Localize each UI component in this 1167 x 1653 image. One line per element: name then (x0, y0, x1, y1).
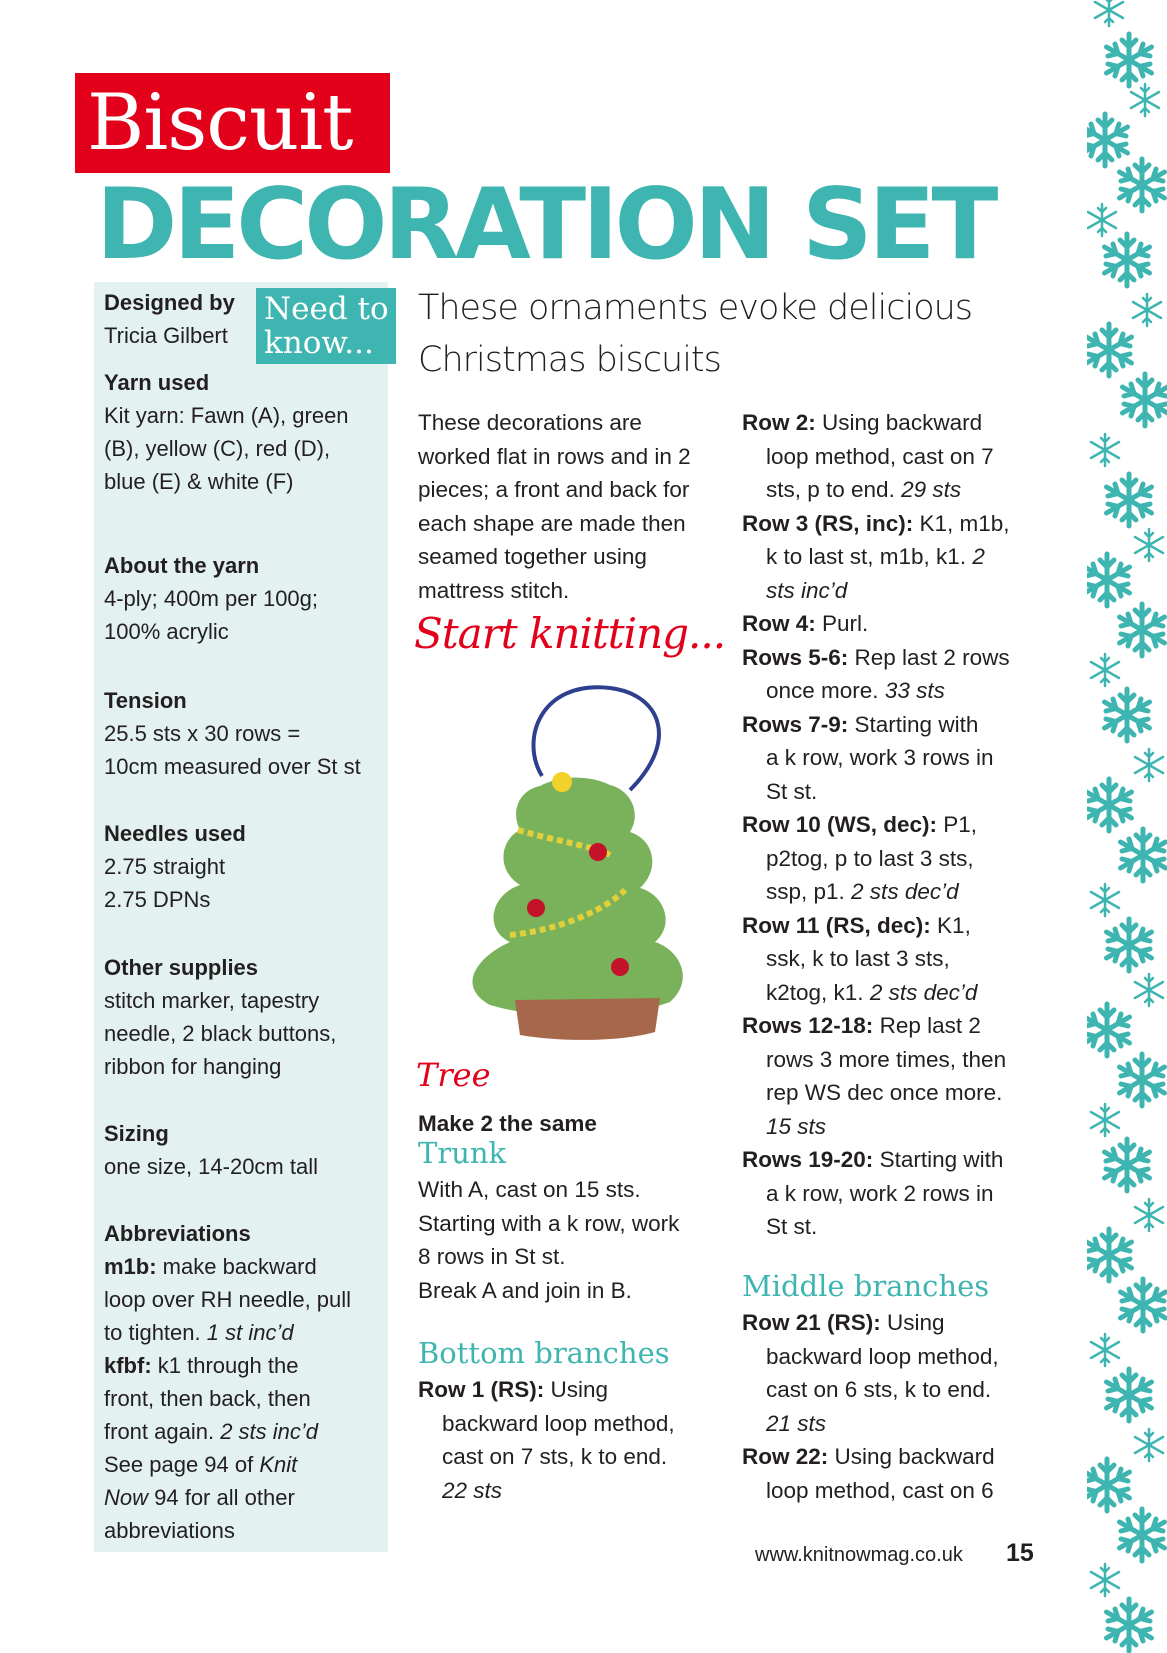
row-label: Row 11 (RS, dec): (742, 912, 931, 938)
snowflake-icon (1107, 474, 1152, 526)
about-yarn-section (104, 549, 394, 648)
intro-line: These ornaments evoke delicious (418, 288, 973, 328)
row-text: rows 3 more times, then (766, 1046, 1007, 1072)
instruction-row (742, 406, 1042, 440)
abbrev-see-line (104, 1448, 394, 1481)
snowflake-icon (1121, 829, 1166, 881)
title-biscuit: Biscuit (75, 73, 390, 173)
trunk-heading: Trunk (418, 1136, 507, 1170)
abbrev-mag: Knit (259, 1452, 298, 1477)
other-supplies-section (104, 951, 394, 1083)
instruction-row (742, 641, 1042, 675)
description-line: worked flat in rows and in 2 (418, 443, 691, 469)
row-text: p2tog, p to last 3 sts, (766, 845, 974, 871)
instruction-row (742, 909, 1042, 943)
yarn-used-line: Kit yarn: Fawn (A), green (104, 403, 349, 428)
tension-line: 10cm measured over St st (104, 754, 361, 779)
snowflake-icon (1123, 374, 1167, 426)
row-note: 22 sts (442, 1477, 503, 1503)
snowflake-icon (1091, 1334, 1119, 1366)
needles-section (104, 817, 394, 916)
footer-url[interactable]: www.knitnowmag.co.uk (755, 1544, 963, 1566)
row-text: cast on 6 sts, k to end. (766, 1377, 992, 1402)
bottom-branches-heading: Bottom branches (418, 1336, 670, 1370)
designer-name: Tricia Gilbert (104, 323, 228, 348)
row-text: K1, m1b, (913, 510, 1010, 536)
row-text: k2tog, k1. (766, 979, 870, 1005)
abbrev-text: make backward (156, 1254, 317, 1279)
instructions-col3-bottom (742, 1306, 1042, 1507)
bottom-branches-instructions (418, 1373, 718, 1507)
row-text: k to last st, m1b, k1. (766, 544, 973, 569)
snowflake-icon (1120, 1509, 1165, 1561)
row-label: Row 4: (742, 611, 816, 636)
snowflake-icon (1087, 324, 1132, 376)
row-text: loop method, cast on 7 (766, 443, 994, 469)
abbrev-text: 94 for all other (148, 1485, 295, 1510)
row-text: a k row, work 2 rows in (766, 1180, 994, 1206)
snowflake-icon (1133, 294, 1161, 326)
snowflake-icon (1091, 1104, 1119, 1136)
snowflake-icon (1091, 434, 1119, 466)
snowflake-border (1087, 0, 1167, 1653)
knitted-tree-photo (460, 680, 700, 1040)
needles-line: 2.75 straight (104, 854, 226, 879)
row-text: Rep last 2 (873, 1013, 981, 1038)
snowflake-icon (1105, 234, 1150, 286)
snowflake-icon (1135, 529, 1163, 561)
row-label: Row 21 (RS): (742, 1310, 881, 1335)
other-supplies-line: ribbon for hanging (104, 1054, 282, 1079)
row-label: Rows 5-6: (742, 644, 849, 670)
middle-branches-heading: Middle branches (742, 1269, 990, 1303)
trunk-line: Break A and join in B. (418, 1277, 632, 1303)
intro-line: Christmas biscuits (418, 340, 721, 380)
snowflake-icon (1091, 884, 1119, 916)
row-label: Row 22: (742, 1444, 829, 1469)
other-supplies-line: stitch marker, tapestry (104, 988, 320, 1013)
abbrev-text: to tighten. (104, 1320, 207, 1345)
needles-heading: Needles used (104, 821, 246, 846)
need-to-know-badge (256, 288, 396, 364)
snowflake-icon (1087, 554, 1130, 606)
row-text: Starting with (848, 711, 979, 737)
abbrev-text: front again. (104, 1419, 221, 1444)
row-text: K1, (930, 912, 971, 938)
description (418, 406, 718, 607)
page-number: 15 (1006, 1539, 1034, 1567)
snowflake-icon (1107, 919, 1152, 971)
description-line: mattress stitch. (418, 577, 570, 603)
other-supplies-line: needle, 2 black buttons, (104, 1021, 337, 1046)
snowflake-icon (1087, 779, 1132, 831)
row-text: Using (880, 1310, 945, 1335)
row-text: loop method, cast on 6 (766, 1477, 994, 1503)
row-text: cast on 7 sts, k to end. (442, 1444, 668, 1469)
row-text: Using backward (815, 410, 983, 435)
tree-heading: Tree (416, 1056, 491, 1094)
abbrev-line: abbreviations (104, 1518, 235, 1543)
abbrev-text: See page 94 of (104, 1452, 260, 1477)
abbrev-text: k1 through the (151, 1353, 299, 1378)
row-note: 2 sts dec’d (869, 979, 978, 1005)
tension-section (104, 684, 394, 783)
row-text: a k row, work 3 rows in (766, 745, 994, 770)
make-same-note: Make 2 the same (418, 1111, 597, 1136)
sizing-section (104, 1117, 394, 1183)
snowflake-icon (1091, 1564, 1119, 1596)
instruction-row (742, 1440, 1042, 1474)
row-text: Using backward (828, 1444, 995, 1469)
instructions-col3-top (742, 406, 1042, 1244)
about-yarn-heading: About the yarn (104, 553, 260, 578)
abbrev-note: 2 sts inc’d (220, 1419, 319, 1444)
row-text: P1, (937, 812, 978, 837)
snowflake-icon (1091, 654, 1119, 686)
description-line: These decorations are (418, 410, 642, 435)
row-note: 29 sts (901, 477, 962, 502)
row-label: Row 10 (WS, dec): (742, 812, 938, 837)
sizing-line: one size, 14-20cm tall (104, 1154, 318, 1179)
description-line: seamed together using (418, 544, 647, 569)
abbrev-line: front, then back, then (104, 1386, 311, 1411)
row-label: Row 3 (RS, inc): (742, 510, 914, 536)
yarn-used-line: blue (E) & white (F) (104, 469, 294, 494)
instruction-row (742, 708, 1042, 742)
instruction-row (742, 1143, 1042, 1177)
abbreviations-section (104, 1217, 394, 1547)
row-label: Row 1 (RS): (418, 1377, 545, 1402)
abbrev-kfbf-line (104, 1349, 394, 1382)
abbrev-term: m1b: (104, 1254, 157, 1279)
abbrev-mag: Now (104, 1485, 149, 1510)
row-text: once more. (766, 678, 885, 703)
snowflake-icon (1135, 1199, 1163, 1231)
start-knitting-heading: Start knitting... (414, 609, 726, 658)
description-line: pieces; a front and back for (418, 477, 690, 502)
snowflake-icon (1135, 974, 1163, 1006)
abbrev-see-line (104, 1481, 394, 1514)
row-text: St st. (766, 1214, 818, 1239)
snowflake-icon (1105, 1139, 1150, 1191)
abbrev-line: loop over RH needle, pull (104, 1287, 352, 1312)
row-note: 2 sts dec’d (851, 879, 959, 904)
snowflake-icon (1131, 84, 1159, 116)
intro-standfirst (418, 282, 988, 386)
snowflake-icon (1107, 34, 1152, 86)
snowflake-icon (1135, 749, 1163, 781)
row-label: Rows 19-20: (742, 1147, 874, 1172)
tension-heading: Tension (104, 688, 187, 713)
row-text: backward loop method, (766, 1343, 999, 1369)
yarn-used-line: (B), yellow (C), red (D), (104, 436, 331, 461)
snowflake-icon (1087, 1229, 1132, 1281)
row-text: Rep last 2 rows (848, 644, 1010, 670)
snowflake-icon (1087, 1004, 1130, 1056)
description-line: each shape are made then (418, 510, 686, 536)
row-note: 2 (972, 544, 985, 569)
snowflake-icon (1095, 0, 1123, 26)
abbrev-line (104, 1415, 394, 1448)
row-note: sts inc’d (766, 577, 848, 603)
title-decoration-set: DECORATION SET (96, 168, 995, 282)
tension-line: 25.5 sts x 30 rows = (104, 721, 301, 746)
designer-credit (104, 286, 235, 352)
row-text: Using (544, 1377, 609, 1402)
badge-line1: Need to (264, 291, 389, 327)
snowflake-icon (1120, 1054, 1165, 1106)
yarn-used-heading: Yarn used (104, 370, 210, 395)
about-yarn-line: 4-ply; 400m per 100g; (104, 586, 319, 611)
trunk-line: Starting with a k row, work (418, 1210, 680, 1236)
instruction-row (742, 1009, 1042, 1043)
row-label: Rows 12-18: (742, 1013, 874, 1038)
instruction-row (742, 507, 1042, 541)
row-text: sts, p to end. (766, 477, 902, 502)
instruction-row (742, 808, 1042, 842)
abbrev-m1b-line (104, 1250, 394, 1283)
row-label: Rows 7-9: (742, 711, 849, 737)
abbreviations-heading: Abbreviations (104, 1221, 251, 1246)
snowflake-icon (1107, 1369, 1152, 1421)
row-text: rep WS dec once more. (766, 1080, 1003, 1105)
badge-line2: know... (264, 325, 374, 361)
other-supplies-heading: Other supplies (104, 955, 259, 980)
snowflake-icon (1121, 1279, 1166, 1331)
snowflake-icon (1135, 1429, 1163, 1461)
abbrev-term: kfbf: (104, 1353, 152, 1378)
snowflake-icon (1107, 1599, 1152, 1651)
about-yarn-line: 100% acrylic (104, 619, 229, 644)
row-text: Starting with (873, 1147, 1004, 1172)
snowflake-icon (1120, 604, 1165, 656)
snowflake-icon (1087, 114, 1128, 166)
snowflake-icon (1120, 159, 1165, 211)
snowflake-icon (1087, 1459, 1130, 1511)
row-note: 15 sts (766, 1113, 827, 1139)
instruction-row (742, 607, 1042, 641)
snowflake-icon (1088, 204, 1116, 236)
trunk-line: With A, cast on 15 sts. (418, 1177, 641, 1202)
trunk-line: 8 rows in St st. (418, 1244, 566, 1269)
needles-line: 2.75 DPNs (104, 887, 211, 912)
abbrev-note: 1 st inc’d (206, 1320, 294, 1345)
row-text: backward loop method, (442, 1410, 675, 1436)
row-text: ssk, k to last 3 sts, (766, 946, 950, 971)
row-text: Purl. (815, 611, 869, 636)
row-note: 21 sts (766, 1410, 827, 1436)
abbrev-line (104, 1316, 394, 1349)
row-text: ssp, p1. (766, 879, 852, 904)
row-text: St st. (766, 778, 818, 804)
sizing-heading: Sizing (104, 1121, 169, 1146)
row-note: 33 sts (884, 678, 945, 703)
snowflake-icon (1105, 689, 1150, 741)
instruction-row (418, 1373, 718, 1407)
instruction-row (742, 1306, 1042, 1340)
designer-label: Designed by (104, 290, 235, 315)
trunk-instructions (418, 1173, 718, 1307)
row-label: Row 2: (742, 410, 816, 435)
yarn-used-section (104, 366, 394, 498)
